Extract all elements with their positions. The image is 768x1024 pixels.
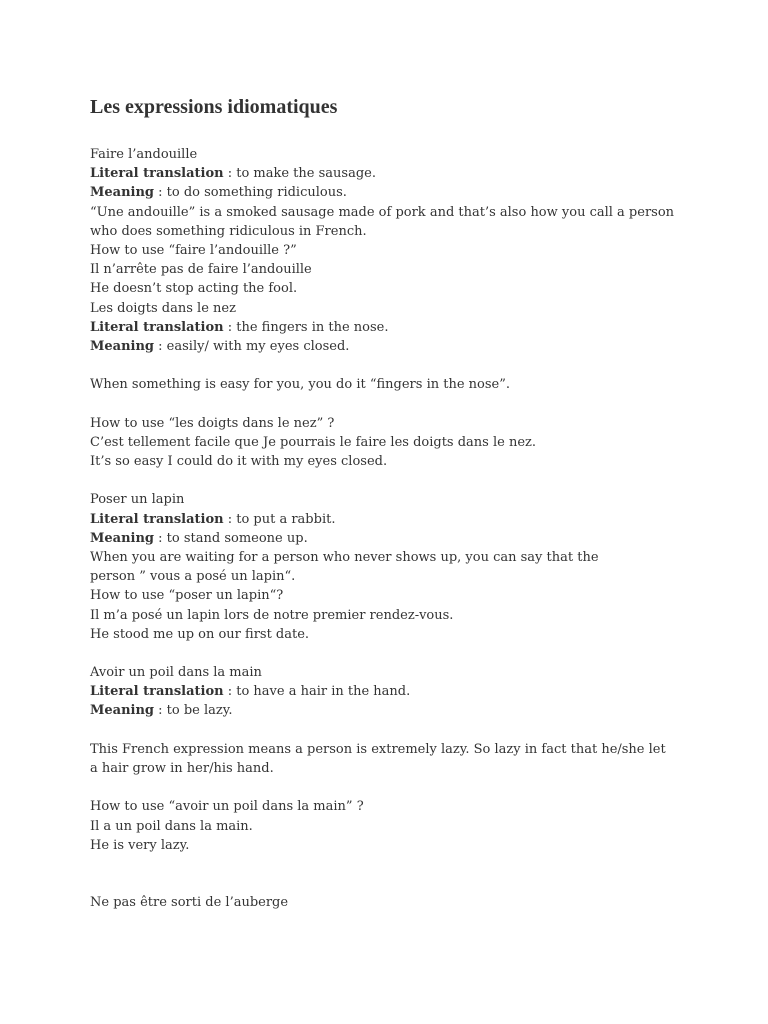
section-ne-pas-etre-sorti-de-lauberge (90, 893, 690, 912)
explanation-text-2: person ” vous a posé un lapin“. (90, 569, 296, 585)
expression-heading: Ne pas être sorti de l’auberge (90, 895, 289, 911)
meaning-label: Meaning (90, 185, 155, 201)
example-english: He stood me up on our first date. (90, 626, 310, 642)
meaning-value: : to be lazy. (154, 703, 233, 719)
example-english: He is very lazy. (90, 837, 190, 853)
literal-translation-value: : the fingers in the nose. (223, 319, 389, 335)
section-faire-landouille (90, 145, 690, 299)
section-les-doigts-dans-le-nez (90, 299, 690, 491)
blank-line (90, 874, 690, 893)
example-french: Il m’a posé un lapin lors de notre premier rendez-vous. (90, 607, 454, 623)
literal-translation-line (90, 164, 690, 183)
literal-translation-line (90, 682, 690, 701)
literal-translation-value: : to have a hair in the hand. (223, 684, 411, 700)
literal-translation-value: : to put a rabbit. (223, 511, 336, 527)
section-poser-un-lapin (90, 490, 690, 663)
how-to-use-line: How to use “les doigts dans le nez” ? (90, 415, 335, 431)
example-english: He doesn’t stop acting the fool. (90, 281, 298, 297)
meaning-line (90, 529, 690, 548)
meaning-value: : to do something ridiculous. (154, 185, 347, 201)
blank-line (90, 721, 690, 740)
example-french: Il n’arrête pas de faire l’andouille (90, 262, 312, 278)
meaning-value: : easily/ with my eyes closed. (154, 338, 350, 354)
meaning-label: Meaning (90, 530, 155, 546)
meaning-label: Meaning (90, 703, 155, 719)
meaning-line (90, 183, 690, 202)
expression-heading: Les doigts dans le nez (90, 300, 236, 316)
meaning-label: Meaning (90, 338, 155, 354)
example-french: C’est tellement facile que Je pourrais le faire les doigts dans le nez. (90, 434, 537, 450)
section-avoir-un-poil-dans-la-main (90, 663, 690, 893)
document-page (90, 94, 690, 913)
literal-translation-line (90, 318, 690, 337)
expression-heading: Poser un lapin (90, 492, 185, 508)
example-english: It’s so easy I could do it with my eyes closed. (90, 454, 388, 470)
blank-line (90, 855, 690, 874)
literal-translation-label: Literal translation (90, 319, 224, 335)
blank-line (90, 394, 690, 413)
blank-line (90, 644, 690, 663)
literal-translation-value: : to make the sausage. (223, 166, 376, 182)
literal-translation-label: Literal translation (90, 684, 224, 700)
literal-translation-label: Literal translation (90, 511, 224, 527)
explanation-text: This French expression means a person is extremely lazy. So lazy in fact that he/she let a hair grow in her/his hand. (90, 741, 666, 777)
example-french: Il a un poil dans la main. (90, 818, 253, 834)
how-to-use-line: How to use “avoir un poil dans la main” ? (90, 799, 364, 815)
explanation-text: When something is easy for you, you do it “fingers in the nose”. (90, 377, 510, 393)
explanation-text-1: When you are waiting for a person who never shows up, you can say that the (90, 549, 599, 565)
blank-line (90, 356, 690, 375)
document-title: Les expressions idiomatiques (90, 96, 338, 118)
literal-translation-line (90, 510, 690, 529)
how-to-use-line: How to use “faire l’andouille ?” (90, 242, 297, 258)
expression-heading: Avoir un poil dans la main (90, 665, 262, 681)
meaning-value: : to stand someone up. (154, 530, 308, 546)
explanation-text: “Une andouille” is a smoked sausage made of pork and that’s also how you call a person who does something ridiculous in French. (90, 204, 675, 239)
meaning-line (90, 701, 690, 720)
blank-line (90, 471, 690, 490)
literal-translation-label: Literal translation (90, 166, 224, 182)
blank-line (90, 778, 690, 797)
meaning-line (90, 337, 690, 356)
how-to-use-line: How to use “poser un lapin“? (90, 588, 284, 604)
expression-heading: Faire l’andouille (90, 147, 198, 162)
